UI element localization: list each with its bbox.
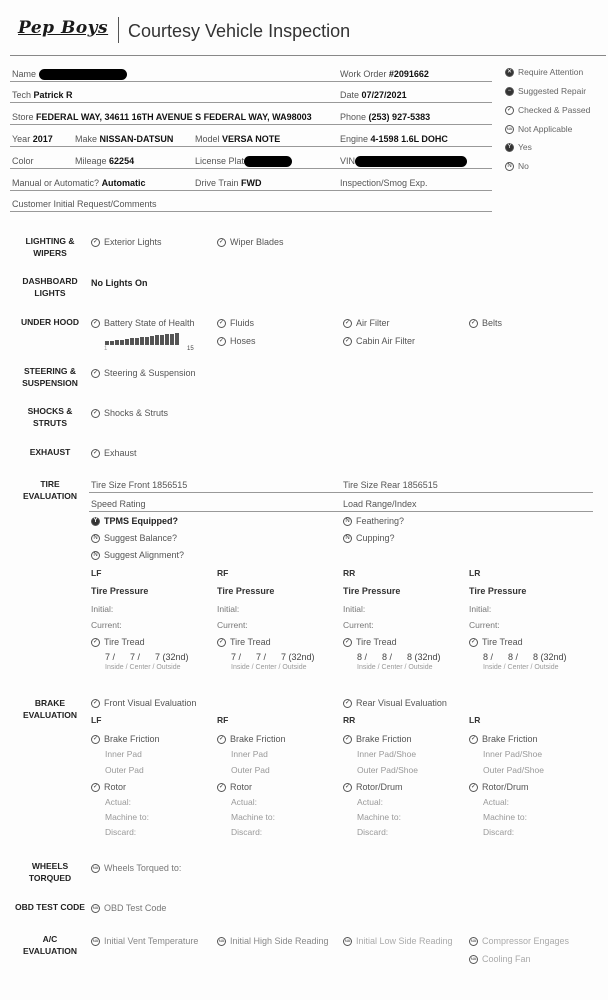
tire-current-lr: Current: [469, 620, 500, 630]
suggest-balance: N Suggest Balance? [91, 533, 177, 543]
battery-bar [110, 341, 114, 345]
battery-bar [170, 334, 174, 345]
legend-yes: Y Yes [505, 142, 532, 152]
tpms-equipped: Y TPMS Equipped? [91, 516, 178, 526]
year-field: Year 2017 [12, 134, 53, 144]
tire-tread-lf: ✓ Tire Tread [92, 637, 145, 647]
rotor-lr: ✓ Rotor/Drum [470, 782, 529, 792]
x-circle-icon: ✕ [506, 69, 513, 75]
make-field: Make NISSAN-DATSUN [75, 134, 174, 144]
brake-col-rr: RR [343, 715, 356, 725]
name-field: Name [12, 69, 127, 80]
battery-bar [135, 338, 139, 345]
redacted-plate [244, 156, 292, 167]
tread-caption-rr: Inside / Center / Outside [357, 664, 433, 671]
check-circle-icon: ✓ [218, 784, 225, 790]
battery-level-gauge [105, 333, 179, 345]
item-cabin-air-filter: ✓ Cabin Air Filter [344, 336, 416, 346]
tire-size-front: Tire Size Front 1856515 [91, 480, 188, 490]
section-tire-evaluation: TIRE EVALUATION [23, 479, 77, 501]
item-battery-health: ✓ Battery State of Health [92, 318, 195, 328]
brake-col-lr: LR [469, 715, 481, 725]
smog-field: Inspection/Smog Exp. [340, 178, 428, 188]
battery-bar [145, 337, 149, 345]
actual-lr: Actual: [483, 797, 509, 807]
discard-rf: Discard: [231, 827, 263, 837]
check-circle-icon: ✓ [470, 784, 477, 790]
battery-bar [105, 341, 109, 345]
no-circle-icon: N [505, 162, 514, 171]
tire-tread-rf: ✓ Tire Tread [218, 637, 271, 647]
item-hoses: ✓ Hoses [218, 336, 256, 346]
battery-bar [115, 340, 119, 345]
brake-col-rf: RF [217, 715, 229, 725]
section-shocks-struts: SHOCKS & STRUTS [27, 406, 73, 428]
outer-pad-lr: Outer Pad/Shoe [483, 765, 544, 775]
no-circle-icon: N [91, 534, 100, 543]
pep-boys-logo: Pep Boys [18, 18, 109, 38]
rule [10, 102, 492, 103]
item-exhaust: ✓ Exhaust [92, 448, 137, 458]
check-circle-icon: ✓ [218, 239, 225, 245]
tread-caption-lf: Inside / Center / Outside [105, 664, 181, 671]
na-circle-icon: NA [217, 937, 226, 946]
na-circle-icon: NA [91, 937, 100, 946]
inner-pad-lf: Inner Pad [105, 749, 142, 759]
na-circle-icon: NA [469, 937, 478, 946]
section-brake-evaluation: BRAKE EVALUATION [23, 698, 77, 720]
check-circle-icon: ✓ [92, 736, 99, 742]
item-belts: ✓ Belts [470, 318, 503, 328]
tire-pressure-rr: Tire Pressure [343, 586, 401, 596]
check-circle-icon: ✓ [344, 320, 351, 326]
tire-pressure-rf: Tire Pressure [217, 586, 275, 596]
dashboard-value: No Lights On [91, 278, 148, 288]
tread-values-lr: 8 / 8 / 8 (32nd) [483, 652, 567, 662]
battery-min-label: 1 [104, 346, 108, 352]
tire-tread-rr: ✓ Tire Tread [344, 637, 397, 647]
work-order-field: Work Order #2091662 [340, 69, 429, 79]
load-range: Load Range/Index [343, 499, 417, 509]
check-circle-icon: ✓ [92, 639, 99, 645]
check-circle-icon: ✓ [344, 736, 351, 742]
item-fluids: ✓ Fluids [218, 318, 255, 328]
tread-caption-lr: Inside / Center / Outside [483, 664, 559, 671]
brake-friction-rf: ✓ Brake Friction [218, 734, 286, 744]
tread-values-rr: 8 / 8 / 8 (32nd) [357, 652, 441, 662]
redacted-vin [355, 156, 467, 167]
tire-tread-lr: ✓ Tire Tread [470, 637, 523, 647]
na-circle-icon: NA [91, 904, 100, 913]
check-circle-icon: ✓ [470, 736, 477, 742]
document-title: Courtesy Vehicle Inspection [128, 21, 351, 41]
feathering: N Feathering? [343, 516, 404, 526]
item-wiper-blades: ✓ Wiper Blades [218, 237, 284, 247]
tire-pressure-lr: Tire Pressure [469, 586, 527, 596]
battery-bar [175, 333, 179, 345]
item-shocks-struts: ✓ Shocks & Struts [92, 408, 169, 418]
check-circle-icon: ✓ [92, 370, 99, 376]
check-circle-icon: ✓ [218, 639, 225, 645]
tech-field: Tech Patrick R [12, 90, 73, 100]
rule [89, 511, 593, 512]
brake-col-lf: LF [91, 715, 102, 725]
rule [10, 168, 492, 169]
drive-train-field: Drive Train FWD [195, 178, 262, 188]
tire-current-lf: Current: [91, 620, 122, 630]
battery-bar [125, 339, 129, 345]
legend-no: N No [505, 161, 529, 171]
legend-not-applicable: NA Not Applicable [506, 124, 573, 134]
date-field: Date 07/27/2021 [340, 90, 407, 100]
na-circle-icon: NA [505, 125, 514, 134]
cupping: N Cupping? [343, 533, 395, 543]
outer-pad-rf: Outer Pad [231, 765, 270, 775]
tread-values-lf: 7 / 7 / 7 (32nd) [105, 652, 189, 662]
tire-size-rear: Tire Size Rear 1856515 [343, 480, 438, 490]
actual-rf: Actual: [231, 797, 257, 807]
vin-field: VIN [340, 156, 467, 167]
battery-bar [165, 334, 169, 345]
model-field: Model VERSA NOTE [195, 134, 281, 144]
no-circle-icon: N [343, 517, 352, 526]
machine-lr: Machine to: [483, 812, 527, 822]
machine-rf: Machine to: [231, 812, 275, 822]
check-circle-icon: ✓ [218, 736, 225, 742]
section-wheels-torqued: WHEELS TORQUED [28, 861, 72, 883]
redacted-name [39, 69, 127, 80]
section-exhaust: EXHAUST [29, 447, 71, 457]
na-circle-icon: NA [343, 937, 352, 946]
yes-circle-icon: Y [505, 143, 514, 152]
item-compressor-engages: NA Compressor Engages [470, 936, 570, 946]
phone-field: Phone (253) 927-5383 [340, 112, 431, 122]
engine-field: Engine 4-1598 1.6L DOHC [340, 134, 448, 144]
no-circle-icon: N [343, 534, 352, 543]
outer-pad-lf: Outer Pad [105, 765, 144, 775]
check-circle-icon: ✓ [470, 639, 477, 645]
machine-lf: Machine to: [105, 812, 149, 822]
rule [10, 146, 492, 147]
battery-max-label: 15 [187, 346, 194, 352]
battery-bar [130, 338, 134, 345]
discard-lr: Discard: [483, 827, 515, 837]
tread-caption-rf: Inside / Center / Outside [231, 664, 307, 671]
check-circle-icon: ✓ [92, 320, 99, 326]
header-rule [10, 55, 606, 56]
tire-col-lr: LR [469, 568, 481, 578]
na-circle-icon: NA [91, 864, 100, 873]
rule [10, 124, 492, 125]
battery-bar [155, 335, 159, 345]
item-exterior-lights: ✓ Exterior Lights [92, 237, 162, 247]
check-circle-icon: ✓ [506, 107, 513, 113]
battery-bar [160, 335, 164, 345]
inner-pad-rf: Inner Pad [231, 749, 268, 759]
check-circle-icon: ✓ [92, 700, 99, 706]
tire-current-rf: Current: [217, 620, 248, 630]
item-wheels-torqued: NA Wheels Torqued to: [92, 863, 182, 873]
check-circle-icon: ✓ [344, 338, 351, 344]
rotor-rf: ✓ Rotor [218, 782, 253, 792]
legend-require-attention: ✕ Require Attention [506, 67, 584, 77]
tire-col-rf: RF [217, 568, 229, 578]
brake-friction-lr: ✓ Brake Friction [470, 734, 538, 744]
customer-request-field: Customer Initial Request/Comments [12, 199, 157, 209]
front-visual-evaluation: ✓ Front Visual Evaluation [92, 698, 197, 708]
check-circle-icon: ✓ [92, 450, 99, 456]
yes-circle-icon: Y [91, 517, 100, 526]
inner-pad-lr: Inner Pad/Shoe [483, 749, 543, 759]
rear-visual-evaluation: ✓ Rear Visual Evaluation [344, 698, 447, 708]
tread-values-rf: 7 / 7 / 7 (32nd) [231, 652, 315, 662]
tire-initial-rf: Initial: [217, 604, 240, 614]
battery-bar [120, 340, 124, 345]
rule [10, 81, 492, 82]
battery-bar [140, 337, 144, 345]
discard-rr: Discard: [357, 827, 389, 837]
machine-rr: Machine to: [357, 812, 401, 822]
section-lighting-wipers: LIGHTING & WIPERS [25, 236, 75, 258]
tire-col-lf: LF [91, 568, 102, 578]
rule [89, 492, 593, 493]
na-circle-icon: NA [469, 955, 478, 964]
check-circle-icon: ✓ [218, 320, 225, 326]
section-obd-test-code: OBD TEST CODE [15, 902, 85, 912]
speed-rating: Speed Rating [91, 499, 146, 509]
item-air-filter: ✓ Air Filter [344, 318, 390, 328]
check-circle-icon: ✓ [344, 639, 351, 645]
brake-friction-lf: ✓ Brake Friction [92, 734, 160, 744]
outer-pad-rr: Outer Pad/Shoe [357, 765, 418, 775]
tire-current-rr: Current: [343, 620, 374, 630]
tire-initial-lf: Initial: [91, 604, 114, 614]
no-circle-icon: N [91, 551, 100, 560]
section-dashboard-lights: DASHBOARD LIGHTS [22, 276, 78, 298]
rule [10, 211, 492, 212]
tire-pressure-lf: Tire Pressure [91, 586, 149, 596]
color-field: Color [12, 156, 34, 166]
tire-initial-rr: Initial: [343, 604, 366, 614]
check-circle-icon: ✓ [92, 239, 99, 245]
item-cooling-fan: NA Cooling Fan [470, 954, 531, 964]
rotor-lf: ✓ Rotor [92, 782, 127, 792]
check-circle-icon: ✓ [344, 700, 351, 706]
mileage-field: Mileage 62254 [75, 156, 135, 166]
header-divider [118, 17, 119, 43]
legend-suggested-repair: − Suggested Repair [505, 86, 586, 96]
suggest-alignment: N Suggest Alignment? [91, 550, 184, 560]
check-circle-icon: ✓ [218, 338, 225, 344]
rule [10, 190, 492, 191]
item-initial-low-side: NA Initial Low Side Reading [344, 936, 453, 946]
transmission-field: Manual or Automatic? Automatic [12, 178, 146, 188]
license-plate-field: License Plat [195, 156, 292, 167]
discard-lf: Discard: [105, 827, 137, 837]
check-circle-icon: ✓ [344, 784, 351, 790]
actual-lf: Actual: [105, 797, 131, 807]
battery-bar [150, 336, 154, 345]
item-steering-suspension: ✓ Steering & Suspension [92, 368, 196, 378]
brake-friction-rr: ✓ Brake Friction [344, 734, 412, 744]
check-circle-icon: ✓ [92, 410, 99, 416]
section-under-hood: UNDER HOOD [20, 317, 80, 327]
item-initial-vent-temp: NA Initial Vent Temperature [92, 936, 199, 946]
item-obd-test-code: NA OBD Test Code [92, 903, 167, 913]
store-field: Store FEDERAL WAY, 34611 16TH AVENUE S FEDERAL WAY, WA98003 [12, 112, 312, 122]
tire-initial-lr: Initial: [469, 604, 492, 614]
section-ac-evaluation: A/C EVALUATION [23, 934, 77, 956]
item-initial-high-side: NA Initial High Side Reading [218, 936, 329, 946]
minus-circle-icon: − [505, 87, 514, 96]
rotor-rr: ✓ Rotor/Drum [344, 782, 403, 792]
tire-col-rr: RR [343, 568, 356, 578]
actual-rr: Actual: [357, 797, 383, 807]
section-steering-suspension: STEERING & SUSPENSION [22, 366, 78, 388]
check-circle-icon: ✓ [92, 784, 99, 790]
inner-pad-rr: Inner Pad/Shoe [357, 749, 417, 759]
legend-checked-passed: ✓ Checked & Passed [506, 105, 591, 115]
check-circle-icon: ✓ [470, 320, 477, 326]
